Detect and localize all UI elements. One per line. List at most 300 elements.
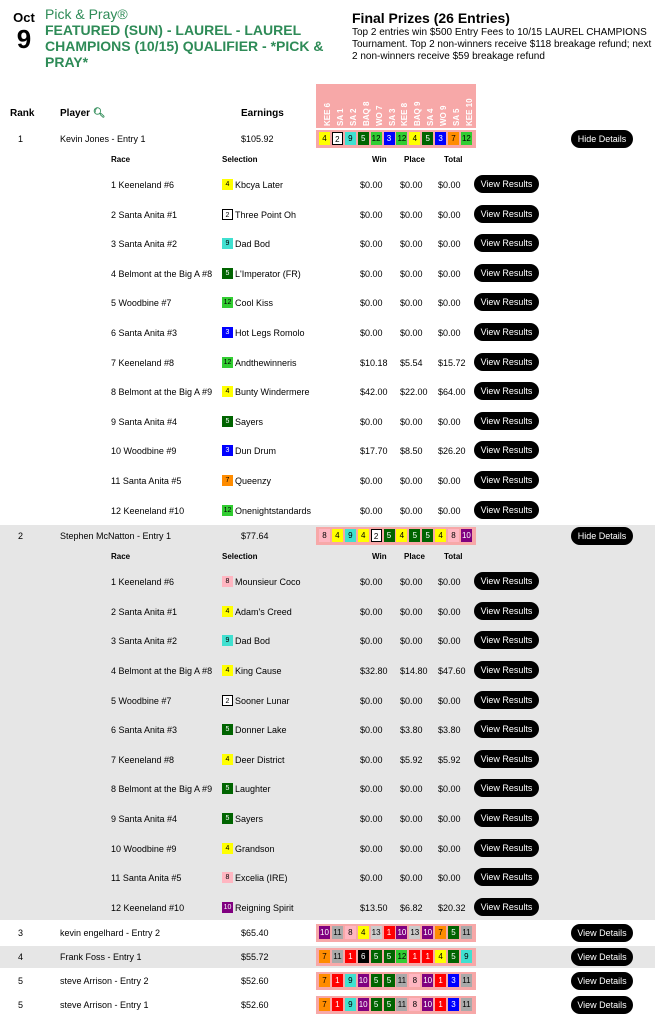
date-month: Oct	[13, 10, 35, 25]
view-results-button[interactable]: View Results	[474, 631, 539, 649]
horse-name: Excelia (IRE)	[235, 873, 288, 884]
player-name[interactable]: Kevin Jones - Entry 1	[60, 134, 146, 144]
pick-chip: 13	[371, 928, 381, 938]
pick-chip: 12	[397, 952, 407, 962]
race-name: 1 Keeneland #6	[111, 180, 175, 190]
pick-strip	[316, 924, 476, 942]
earnings-cell: $105.92	[241, 134, 274, 144]
detail-row	[0, 261, 655, 287]
race-name: 7 Keeneland #8	[111, 754, 175, 765]
player-row	[0, 128, 655, 150]
place-amount: $5.92	[400, 754, 423, 765]
race-name: 8 Belmont at the Big A #9	[111, 387, 213, 398]
place-amount: $0.00	[400, 416, 423, 427]
pick-chip: 5	[371, 998, 382, 1011]
place-amount: $0.00	[400, 606, 423, 617]
win-amount: $0.00	[360, 416, 383, 427]
pick-chip: 1	[332, 974, 343, 987]
selection-number: 7	[222, 475, 233, 486]
selection-number: 9	[222, 635, 233, 646]
player-row	[0, 525, 655, 547]
detail-row	[0, 498, 655, 524]
place-amount: $0.00	[400, 180, 423, 190]
race-header-label: SA 2	[348, 108, 358, 126]
pick-chip: 9	[345, 974, 356, 987]
win-amount: $0.00	[360, 636, 383, 647]
search-icon[interactable]: 🔍︎	[92, 108, 106, 119]
race-name: 5 Woodbine #7	[111, 695, 172, 706]
win-amount: $0.00	[360, 843, 383, 854]
selection-number: 4	[222, 754, 233, 765]
player-row	[0, 994, 655, 1016]
race-name: 5 Woodbine #7	[111, 298, 172, 309]
selection-number: 9	[222, 238, 233, 249]
player-name[interactable]: steve Arrison - Entry 2	[60, 976, 149, 987]
detail-row	[0, 806, 655, 832]
race-header-strip	[316, 84, 476, 128]
earnings-cell: $55.72	[241, 952, 269, 963]
win-col-header: Win	[372, 155, 387, 164]
race-name: 10 Woodbine #9	[111, 446, 177, 457]
player-row	[0, 922, 655, 944]
pick-chip: 1	[435, 974, 446, 987]
pick-chip: 7	[319, 950, 330, 963]
race-name: 8 Belmont at the Big A #9	[111, 784, 213, 795]
player-header-label: Player	[60, 108, 91, 119]
place-col-header: Place	[404, 155, 425, 164]
pick-chip: 5	[384, 950, 395, 963]
race-header-label: SA 4	[426, 108, 436, 126]
pick-chip: 5	[384, 974, 395, 987]
detail-row	[0, 747, 655, 773]
win-amount: $0.00	[360, 873, 383, 884]
total-amount: $0.00	[438, 476, 461, 486]
selection-number: 5	[222, 724, 233, 735]
pick-chip: 10	[423, 928, 433, 938]
pick-chip: 4	[332, 529, 343, 542]
place-amount: $0.00	[400, 298, 423, 309]
race-name: 2 Santa Anita #1	[111, 209, 178, 220]
win-amount: $0.00	[360, 268, 383, 279]
race-header-label: KEE 10	[464, 98, 474, 126]
race-header-label: SA 1	[335, 108, 345, 126]
view-results-button[interactable]: View Results	[474, 501, 539, 519]
selection-col-header: Selection	[222, 552, 258, 562]
contest-title-block	[45, 6, 330, 70]
race-name: 11 Santa Anita #5	[111, 476, 182, 486]
place-amount: $6.82	[400, 902, 423, 913]
pick-chip: 3	[384, 132, 395, 145]
total-amount: $47.60	[438, 665, 466, 676]
total-amount: $0.00	[438, 505, 461, 516]
view-details-button[interactable]: View Details	[571, 972, 633, 990]
horse-name: Adam's Creed	[235, 606, 292, 617]
pick-chip: 12	[461, 134, 471, 143]
win-amount: $0.00	[360, 577, 383, 588]
pick-chip: 2	[371, 529, 382, 542]
player-name[interactable]: kevin engelhard - Entry 2	[60, 928, 161, 939]
pick-chip: 7	[448, 132, 459, 145]
view-results-button[interactable]: View Results	[474, 234, 539, 252]
place-amount: $0.00	[400, 636, 423, 647]
horse-name: Cool Kiss	[235, 298, 274, 309]
win-amount: $0.00	[360, 606, 383, 617]
rank-cell: 4	[18, 952, 24, 963]
view-results-button[interactable]: View Results	[474, 572, 539, 590]
pick-chip: 2	[332, 132, 343, 145]
view-results-button[interactable]: View Results	[474, 205, 539, 223]
pick-chip: 5	[448, 926, 459, 939]
total-amount: $0.00	[438, 239, 461, 250]
horse-name: King Cause	[235, 665, 282, 676]
pick-chip: 5	[358, 132, 369, 145]
selection-number: 4	[222, 665, 233, 676]
view-results-button[interactable]: View Results	[474, 720, 539, 738]
pick-chip: 1	[345, 950, 356, 963]
view-results-button[interactable]: View Results	[474, 382, 539, 400]
selection-number: 3	[222, 445, 233, 456]
earnings-cell: $77.64	[241, 531, 269, 542]
win-amount: $42.00	[360, 387, 388, 398]
win-amount: $0.00	[360, 505, 383, 516]
total-col-header: Total	[444, 155, 463, 164]
player-name[interactable]: Frank Foss - Entry 1	[60, 952, 142, 963]
selection-number: 2	[222, 695, 233, 706]
selection-number: 10	[223, 903, 232, 911]
selection-number: 4	[222, 386, 233, 397]
pick-chip: 11	[333, 952, 342, 962]
rank-cell: 2	[18, 531, 24, 542]
player-row	[0, 970, 655, 992]
earnings-cell: $52.60	[241, 1000, 269, 1011]
race-name: 3 Santa Anita #2	[111, 239, 178, 250]
total-amount: $0.00	[438, 328, 461, 338]
pick-chip: 11	[397, 1000, 407, 1010]
prize-title: Final Prizes (26 Entries)	[352, 10, 510, 26]
win-amount: $0.00	[360, 784, 383, 795]
view-details-button[interactable]: View Details	[571, 924, 633, 942]
hide-details-button[interactable]: Hide Details	[571, 527, 633, 545]
pick-chip: 5	[422, 132, 433, 145]
total-amount: $0.00	[438, 873, 461, 884]
race-header-label: SA 5	[452, 108, 461, 126]
view-results-button[interactable]: View Results	[474, 868, 539, 886]
pick-chip: 5	[384, 529, 395, 542]
view-results-button[interactable]: View Results	[474, 323, 539, 341]
prize-block	[352, 10, 652, 63]
view-results-button[interactable]: View Results	[474, 898, 539, 916]
race-name: 4 Belmont at the Big A #8	[111, 268, 213, 279]
selection-number: 5	[222, 783, 233, 794]
total-amount: $0.00	[438, 695, 461, 706]
race-name: 6 Santa Anita #3	[111, 328, 178, 338]
rank-cell: 5	[18, 976, 24, 987]
detail-row	[0, 350, 655, 376]
horse-name: Andthewinneris	[235, 357, 297, 368]
win-amount: $0.00	[360, 695, 383, 706]
race-name: 4 Belmont at the Big A #8	[111, 665, 213, 676]
horse-name: Three Point Oh	[235, 209, 297, 220]
horse-name: Bunty Windermere	[235, 387, 310, 398]
pick-chip: 9	[345, 998, 356, 1011]
rank-cell: 5	[18, 1000, 24, 1011]
pick-chip: 4	[358, 529, 369, 542]
race-name: 7 Keeneland #8	[111, 357, 175, 368]
pick-chip: 4	[319, 132, 330, 145]
selection-number: 4	[222, 179, 233, 190]
detail-row	[0, 569, 655, 595]
place-amount: $0.00	[400, 268, 423, 279]
place-amount: $0.00	[400, 505, 423, 516]
selection-number: 5	[222, 416, 233, 427]
detail-row	[0, 628, 655, 654]
horse-name: Queenzy	[235, 476, 272, 486]
details-section	[0, 547, 655, 920]
win-col-header: Win	[372, 552, 387, 562]
date-day: 9	[16, 24, 32, 54]
detail-row	[0, 202, 655, 228]
pick-chip: 3	[448, 998, 459, 1011]
place-amount: $0.00	[400, 328, 423, 338]
win-amount: $0.00	[360, 298, 383, 309]
contest-subtitle: Pick & Pray®	[45, 6, 128, 22]
horse-name: Deer District	[235, 754, 285, 765]
pick-chip: 5	[384, 998, 395, 1011]
race-name: 12 Keeneland #10	[111, 902, 185, 913]
pick-chip: 12	[371, 134, 381, 143]
horse-name: Dad Bod	[235, 239, 271, 250]
place-amount: $5.54	[400, 357, 423, 368]
race-name: 3 Santa Anita #2	[111, 636, 178, 647]
race-name: 1 Keeneland #6	[111, 577, 175, 588]
horse-name: Laughter	[235, 784, 271, 795]
total-amount: $64.00	[438, 387, 466, 398]
horse-name: Sayers	[235, 813, 264, 824]
selection-number: 5	[222, 813, 233, 824]
horse-name: Sooner Lunar	[235, 695, 290, 706]
pick-chip: 4	[409, 132, 420, 145]
total-amount: $26.20	[438, 446, 466, 457]
race-name: 12 Keeneland #10	[111, 505, 185, 516]
place-amount: $0.00	[400, 695, 423, 706]
detail-row	[0, 468, 655, 494]
earnings-cell: $65.40	[241, 928, 269, 939]
win-amount: $10.18	[360, 357, 388, 368]
player-name[interactable]: Stephen McNatton - Entry 1	[60, 531, 172, 542]
earnings-cell: $52.60	[241, 976, 269, 987]
pick-chip: 10	[397, 928, 407, 938]
place-amount: $0.00	[400, 843, 423, 854]
win-amount: $13.50	[360, 902, 388, 913]
view-details-button[interactable]: View Details	[571, 996, 633, 1014]
pick-chip: 8	[319, 529, 330, 542]
pick-chip: 8	[448, 529, 459, 542]
total-amount: $5.92	[438, 754, 461, 765]
pick-chip: 10	[358, 976, 368, 986]
pick-chip: 3	[448, 974, 459, 987]
place-amount: $0.00	[400, 239, 423, 250]
selection-number: 2	[222, 209, 233, 220]
pick-chip: 4	[358, 926, 369, 939]
total-amount: $0.00	[438, 606, 461, 617]
horse-name: Grandson	[235, 843, 275, 854]
detail-row	[0, 290, 655, 316]
detail-row	[0, 865, 655, 891]
race-name: 11 Santa Anita #5	[111, 873, 182, 884]
selection-number: 12	[223, 506, 232, 514]
place-amount: $14.80	[400, 665, 428, 676]
race-name: 9 Santa Anita #4	[111, 813, 178, 824]
view-results-button[interactable]: View Results	[474, 175, 539, 193]
selection-number: 8	[222, 576, 233, 587]
pick-chip: 1	[332, 998, 343, 1011]
detail-row	[0, 717, 655, 743]
total-amount: $3.80	[438, 725, 461, 736]
place-amount: $22.00	[400, 387, 428, 398]
place-amount: $0.00	[400, 209, 423, 220]
pick-chip: 3	[435, 132, 446, 145]
pick-strip	[316, 948, 476, 966]
win-amount: $32.80	[360, 665, 388, 676]
pick-strip	[316, 996, 476, 1014]
total-amount: $0.00	[438, 577, 461, 588]
view-results-button[interactable]: View Results	[474, 779, 539, 797]
total-amount: $15.72	[438, 357, 466, 368]
race-header-label: WO 9	[439, 105, 449, 126]
win-amount: $0.00	[360, 209, 383, 220]
player-name[interactable]: steve Arrison - Entry 1	[60, 1000, 149, 1011]
prize-description: Top 2 entries win $500 Entry Fees to 10/15 LAUREL CHAMPIONS Tournament. Top 2 non-winners receive $118 breakage refund; next 2 non-winners receive $59 breakage refund	[352, 27, 652, 62]
pick-chip: 7	[319, 998, 330, 1011]
race-col-header: Race	[111, 155, 131, 164]
place-amount: $0.00	[400, 813, 423, 824]
race-name: 10 Woodbine #9	[111, 843, 177, 854]
view-results-button[interactable]: View Results	[474, 264, 539, 282]
race-name: 2 Santa Anita #1	[111, 606, 178, 617]
view-results-button[interactable]: View Results	[474, 691, 539, 709]
race-header-label: BAQ 8	[361, 101, 371, 126]
win-amount: $0.00	[360, 725, 383, 736]
win-amount: $0.00	[360, 754, 383, 765]
pick-chip: 10	[461, 531, 471, 541]
date-block	[10, 10, 38, 53]
horse-name: Dun Drum	[235, 446, 277, 457]
pick-chip: 1	[409, 950, 420, 963]
total-amount: $20.32	[438, 902, 466, 913]
pick-chip: 5	[422, 529, 433, 542]
pick-chip: 5	[409, 529, 420, 542]
rank-cell: 1	[18, 134, 24, 144]
win-amount: $0.00	[360, 239, 383, 250]
pick-chip: 9	[461, 950, 472, 963]
view-results-button[interactable]: View Results	[474, 839, 539, 857]
pick-chip: 6	[358, 950, 369, 963]
view-results-button[interactable]: View Results	[474, 602, 539, 620]
total-amount: $0.00	[438, 843, 461, 854]
view-results-button[interactable]: View Results	[474, 412, 539, 430]
hide-details-button[interactable]: Hide Details	[571, 130, 633, 148]
pick-chip: 11	[333, 928, 342, 938]
detail-row	[0, 409, 655, 435]
view-results-button[interactable]: View Results	[474, 441, 539, 459]
race-header-label: KEE 6	[323, 102, 332, 126]
contest-title: FEATURED (SUN) - LAUREL - LAUREL CHAMPIONS (10/15) QUALIFIER - *PICK & PRAY*	[45, 22, 324, 70]
view-details-button[interactable]: View Details	[571, 948, 633, 966]
place-amount: $0.00	[400, 873, 423, 884]
pick-strip	[316, 130, 476, 148]
pick-chip: 5	[371, 974, 382, 987]
pick-chip: 5	[371, 950, 382, 963]
pick-chip: 7	[319, 974, 330, 987]
race-header-label: SA 3	[387, 108, 397, 126]
pick-strip	[316, 527, 476, 545]
view-results-button[interactable]: View Results	[474, 750, 539, 768]
detail-row	[0, 320, 655, 346]
earnings-header: Earnings	[241, 108, 284, 119]
selection-number: 4	[222, 606, 233, 617]
place-col-header: Place	[404, 552, 425, 562]
horse-name: Mounsieur Coco	[235, 577, 301, 588]
pick-strip	[316, 972, 476, 990]
total-amount: $0.00	[438, 636, 461, 647]
view-results-button[interactable]: View Results	[474, 661, 539, 679]
selection-number: 8	[222, 872, 233, 883]
total-amount: $0.00	[438, 813, 461, 824]
pick-chip: 1	[384, 926, 395, 939]
horse-name: Reigning Spirit	[235, 902, 294, 913]
pick-chip: 11	[462, 1000, 471, 1010]
view-results-button[interactable]: View Results	[474, 471, 539, 489]
race-name: 9 Santa Anita #4	[111, 416, 178, 427]
pick-chip: 1	[422, 950, 433, 963]
pick-chip: 9	[345, 529, 356, 542]
race-header-label: BAQ 9	[413, 101, 423, 126]
total-amount: $0.00	[438, 268, 461, 279]
race-header-label: KEE 8	[400, 102, 410, 126]
horse-name: Sayers	[235, 416, 264, 427]
total-amount: $0.00	[438, 209, 461, 220]
selection-number: 4	[222, 843, 233, 854]
total-amount: $0.00	[438, 784, 461, 795]
place-amount: $3.80	[400, 725, 423, 736]
detail-row	[0, 688, 655, 714]
total-col-header: Total	[444, 552, 463, 562]
pick-chip: 4	[435, 529, 446, 542]
win-amount: $17.70	[360, 446, 388, 457]
place-amount: $8.50	[400, 446, 423, 457]
player-header[interactable]	[60, 108, 106, 119]
detail-row	[0, 379, 655, 405]
view-results-button[interactable]: View Results	[474, 809, 539, 827]
win-amount: $0.00	[360, 476, 383, 486]
view-results-button[interactable]: View Results	[474, 353, 539, 371]
race-header-label: WO 7	[374, 105, 384, 126]
selection-number: 3	[222, 327, 233, 338]
selection-number: 5	[222, 268, 233, 279]
details-section	[0, 150, 655, 523]
view-results-button[interactable]: View Results	[474, 293, 539, 311]
pick-chip: 7	[435, 926, 446, 939]
total-amount: $0.00	[438, 298, 461, 309]
detail-row	[0, 438, 655, 464]
pick-chip: 10	[358, 1000, 368, 1010]
place-amount: $0.00	[400, 476, 423, 486]
win-amount: $0.00	[360, 813, 383, 824]
horse-name: Hot Legs Romolo	[235, 328, 305, 338]
detail-row	[0, 231, 655, 257]
pick-chip: 1	[435, 998, 446, 1011]
pick-chip: 11	[397, 976, 407, 986]
